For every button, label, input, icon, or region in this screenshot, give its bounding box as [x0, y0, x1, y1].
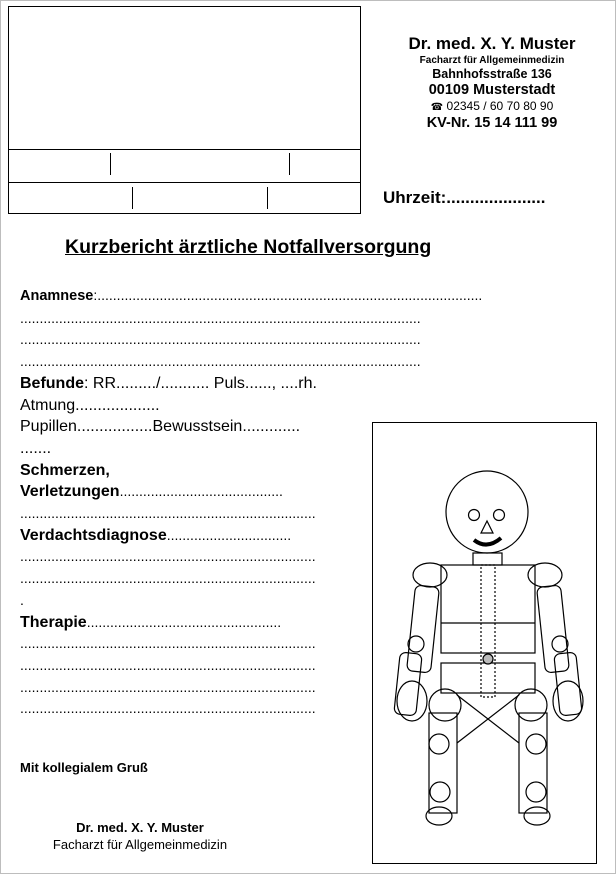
left-knee-icon	[429, 734, 449, 754]
phone-number: 02345 / 60 70 80 90	[446, 99, 554, 114]
pelvis-icon	[441, 663, 535, 693]
left-hip-icon	[429, 689, 461, 721]
anamnese-dots: :...................................................................................................	[93, 287, 483, 303]
left-thigh-icon	[429, 713, 457, 813]
chest-icon	[441, 565, 535, 653]
verletzungen-label: Verletzungen	[20, 483, 120, 501]
mouth-icon	[474, 538, 501, 545]
stamp-separator	[289, 153, 290, 175]
right-shoulder-icon	[528, 563, 562, 587]
right-foot-icon	[524, 807, 550, 825]
therapie-label: Therapie	[20, 613, 87, 631]
left-ankle-icon	[430, 782, 450, 802]
verdacht-line[interactable]: ............................................................................	[20, 548, 316, 565]
signature-specialty: Facharzt für Allgemeinmedizin	[52, 837, 228, 852]
doctor-header	[376, 34, 608, 132]
befunde-row[interactable]	[20, 373, 520, 395]
right-knee-icon	[526, 734, 546, 754]
verdacht-line[interactable]: .	[20, 591, 24, 608]
time-field[interactable]: Uhrzeit:.....................	[383, 188, 546, 207]
doctor-city: 00109 Musterstadt	[428, 82, 556, 99]
verdacht-line[interactable]: ............................................................................	[20, 570, 316, 587]
therapie-dots: ..................................................	[86, 613, 282, 630]
therapie-line[interactable]: ............................................................................	[20, 678, 316, 695]
atmung-row[interactable]: Atmung...................	[20, 396, 160, 414]
befunde-label: Befunde	[20, 374, 84, 392]
stamp-divider	[9, 149, 360, 150]
stamp-divider	[9, 182, 360, 183]
left-foot-icon	[426, 807, 452, 825]
greeting: Mit kollegialem Gruß	[20, 760, 148, 775]
anamnese-line[interactable]: .......................................................................................................	[20, 331, 421, 348]
nose-icon	[481, 521, 493, 533]
right-hip-icon	[515, 689, 547, 721]
left-eye-icon	[469, 510, 480, 521]
therapie-line[interactable]: ............................................................................	[20, 635, 316, 652]
phone-icon: ☎	[430, 102, 444, 114]
body-diagram[interactable]	[372, 422, 597, 864]
signature-name: Dr. med. X. Y. Muster	[76, 820, 204, 835]
right-upper-arm-icon	[537, 585, 570, 673]
right-ankle-icon	[526, 782, 546, 802]
therapie-line[interactable]: ............................................................................	[20, 656, 316, 673]
verletzungen-line[interactable]: ............................................................................	[20, 505, 316, 522]
navel-icon	[483, 654, 493, 664]
spine-icon	[481, 565, 495, 697]
pupillen-row[interactable]: Pupillen.................Bewusstsein.............	[20, 418, 301, 436]
stamp-separator	[267, 187, 268, 209]
schmerzen-label: Schmerzen,	[20, 461, 110, 479]
verletzungen-dots: ..........................................	[119, 483, 283, 500]
left-shoulder-icon	[413, 563, 447, 587]
body-figure-icon	[373, 423, 596, 863]
right-thigh-icon	[519, 713, 547, 813]
kv-number: KV-Nr. 15 14 111 99	[426, 114, 558, 131]
befunde-fields: : RR........./........... Puls......, ....rh.	[84, 374, 317, 392]
stamp-separator	[132, 187, 133, 209]
anamnese-line[interactable]: .......................................................................................................	[20, 353, 421, 370]
pupillen-cont[interactable]: .......	[20, 439, 52, 457]
stamp-separator	[110, 153, 111, 175]
doctor-specialty: Facharzt für Allgemeinmedizin	[419, 54, 565, 66]
right-elbow-icon	[552, 636, 568, 652]
anamnese-line[interactable]: .......................................................................................................	[20, 309, 421, 326]
verdacht-dots: ................................	[166, 526, 292, 543]
doctor-phone	[376, 100, 608, 114]
verdacht-label: Verdachtsdiagnose	[20, 526, 167, 544]
patient-stamp-field[interactable]	[8, 6, 361, 214]
therapie-line[interactable]: ............................................................................	[20, 700, 316, 717]
left-upper-arm-icon	[407, 585, 440, 673]
report-title: Kurzbericht ärztliche Notfallversorgung	[65, 236, 432, 258]
anamnese-label: Anamnese	[20, 288, 94, 304]
left-elbow-icon	[408, 636, 424, 652]
doctor-name: Dr. med. X. Y. Muster	[408, 34, 576, 53]
doctor-street: Bahnhofsstraße 136	[432, 67, 552, 82]
anamnese-row[interactable]	[20, 285, 520, 308]
right-eye-icon	[494, 510, 505, 521]
neck-icon	[473, 553, 502, 565]
head-icon	[446, 471, 528, 553]
